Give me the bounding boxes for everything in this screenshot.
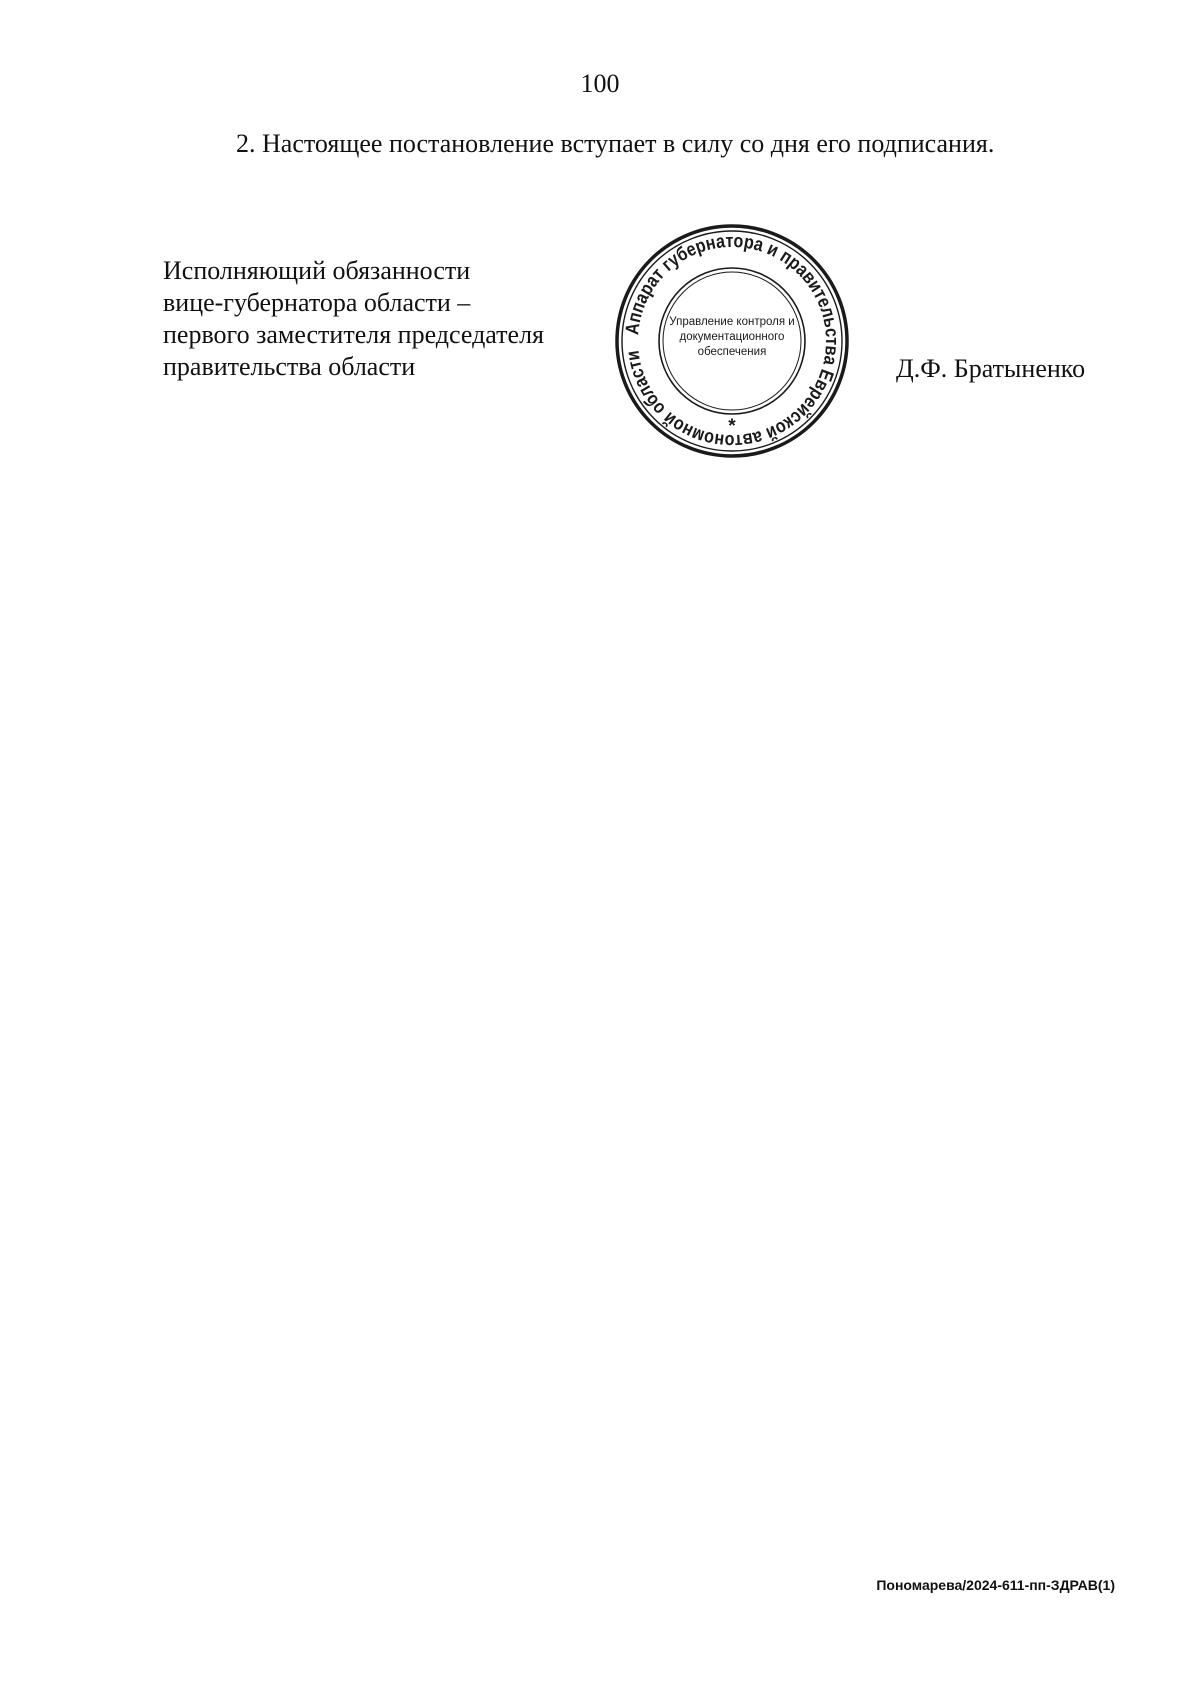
signatory-title-line: Исполняющий обязанности [163,256,471,285]
signatory-title-line: первого заместителя председателя [163,320,544,349]
seal-graphic [613,222,851,460]
seal-center-line: обеспечения [697,346,767,358]
clause-text: 2. Настоящее постановление вступает в силу со дня его подписания. [236,129,995,158]
footer-reference: Пономарева/2024-611-пп-ЗДРАВ(1) [876,1577,1115,1593]
signatory-title [163,255,603,383]
seal-center-line: Управление контроля и [669,316,795,328]
signatory-title-line: правительства области [163,352,416,381]
seal-star: * [728,416,736,437]
page-number: 100 [580,69,620,98]
signatory-title-line: вице-губернатора области – [163,288,471,317]
seal-ring-text: Аппарат губернатора и правительства Еврейской автономной области [622,230,843,452]
seal-center-line: документационного [679,331,785,343]
official-seal [613,222,851,460]
signatory-name: Д.Ф. Братыненко [896,354,1086,383]
